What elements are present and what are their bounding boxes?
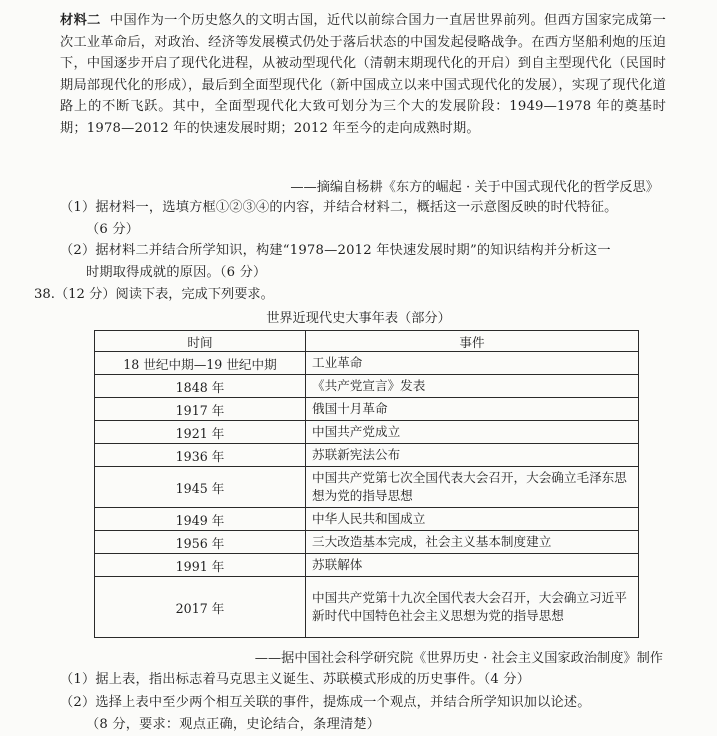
question-38-2-text: （2）选择上表中至少两个相互关联的事件，提炼成一个观点，并结合所学知识加以论述。	[60, 695, 591, 710]
row-event: 中国共产党第七次全国代表大会召开，大会确立毛泽东思想为党的指导思想	[306, 467, 639, 508]
row-event: 俄国十月革命	[306, 398, 639, 421]
table-row	[95, 421, 639, 444]
row-time: 1936 年	[95, 444, 306, 467]
row-event: 苏联解体	[306, 554, 639, 577]
table-row	[95, 467, 639, 508]
table-row	[95, 375, 639, 398]
table-row	[95, 554, 639, 577]
row-event: 中国共产党第十九次全国代表大会召开，大会确立习近平新时代中国特色社会主义思想为党的指导思想	[306, 577, 639, 638]
row-time: 1848 年	[95, 375, 306, 398]
row-time: 1949 年	[95, 508, 306, 531]
question-38-2	[60, 692, 670, 735]
table-row	[95, 508, 639, 531]
material-2-text: 中国作为一个历史悠久的文明古国，近代以前综合国力一直居世界前列。但西方国家完成第一次工业革命后，对政治、经济等发展模式仍处于落后状态的中国发起侵略战争。在西方坚船利炮的压迫下，中国逐步开启了现代化进程，从被动型现代化（清朝末期现代化的开启）到自主型现代化（民国时期局部现代化的形成），最后到全面型现代化（新中国成立以来中国式现代化的发展），实现了现代化道路上的不断飞跃。其中，全面型现代化大致可划分为三个大的发展阶段：1949—1978 年的奠基时期；1978—2012 年的快速发展时期；2012 年至今的走向成熟时期。	[60, 13, 666, 136]
row-time: 1917 年	[95, 398, 306, 421]
table-row	[95, 444, 639, 467]
row-event: 工业革命	[306, 352, 639, 375]
question-38-2-requirements: （8 分，要求：观点正确，史论结合，条理清楚）	[86, 716, 381, 732]
row-event: 《共产党宣言》发表	[306, 375, 639, 398]
row-time: 1991 年	[95, 554, 306, 577]
question-37-1-text: （1）据材料一，选填方框①②③④的内容，并结合材料二，概括这一示意图反映的时代特征。	[60, 200, 618, 215]
material-2-label: 材料二	[60, 13, 101, 28]
question-37-2-text: （2）据材料二并结合所学知识，构建“1978—2012 年快速发展时期”的知识结构并分析这一	[60, 243, 611, 258]
question-37-2	[60, 240, 670, 283]
row-time: 1956 年	[95, 531, 306, 554]
row-time: 1945 年	[95, 467, 306, 508]
row-event: 三大改造基本完成，社会主义基本制度建立	[306, 531, 639, 554]
question-37-2-text-cont: 时期取得成就的原因。（6 分）	[86, 264, 267, 280]
row-event: 中国共产党成立	[306, 421, 639, 444]
column-header-event: 事件	[306, 331, 639, 352]
row-time: 1921 年	[95, 421, 306, 444]
question-38-1: （1）据上表，指出标志着马克思主义诞生、苏联模式形成的历史事件。（4 分）	[60, 672, 531, 687]
material-2-source: ——摘编自杨耕《东方的崛起 · 关于中国式现代化的哲学反思》	[290, 180, 659, 195]
material-2-paragraph	[60, 10, 666, 140]
row-time: 18 世纪中期—19 世纪中期	[95, 352, 306, 375]
table-row	[95, 352, 639, 375]
table-title: 世界近现代史大事年表（部分）	[266, 311, 451, 326]
row-event: 中华人民共和国成立	[306, 508, 639, 531]
events-table	[94, 330, 639, 638]
question-37-1-score: （6 分）	[86, 221, 140, 237]
question-37-1	[60, 197, 670, 240]
row-time: 2017 年	[95, 577, 306, 638]
table-row	[95, 577, 639, 638]
row-event: 苏联新宪法公布	[306, 444, 639, 467]
table-row	[95, 531, 639, 554]
table-caption: ——据中国社会科学研究院《世界历史 · 社会主义国家政治制度》制作	[254, 651, 663, 666]
question-38-header: 38.（12 分）阅读下表，完成下列要求。	[34, 287, 274, 302]
table-row	[95, 398, 639, 421]
column-header-time: 时间	[95, 331, 306, 352]
